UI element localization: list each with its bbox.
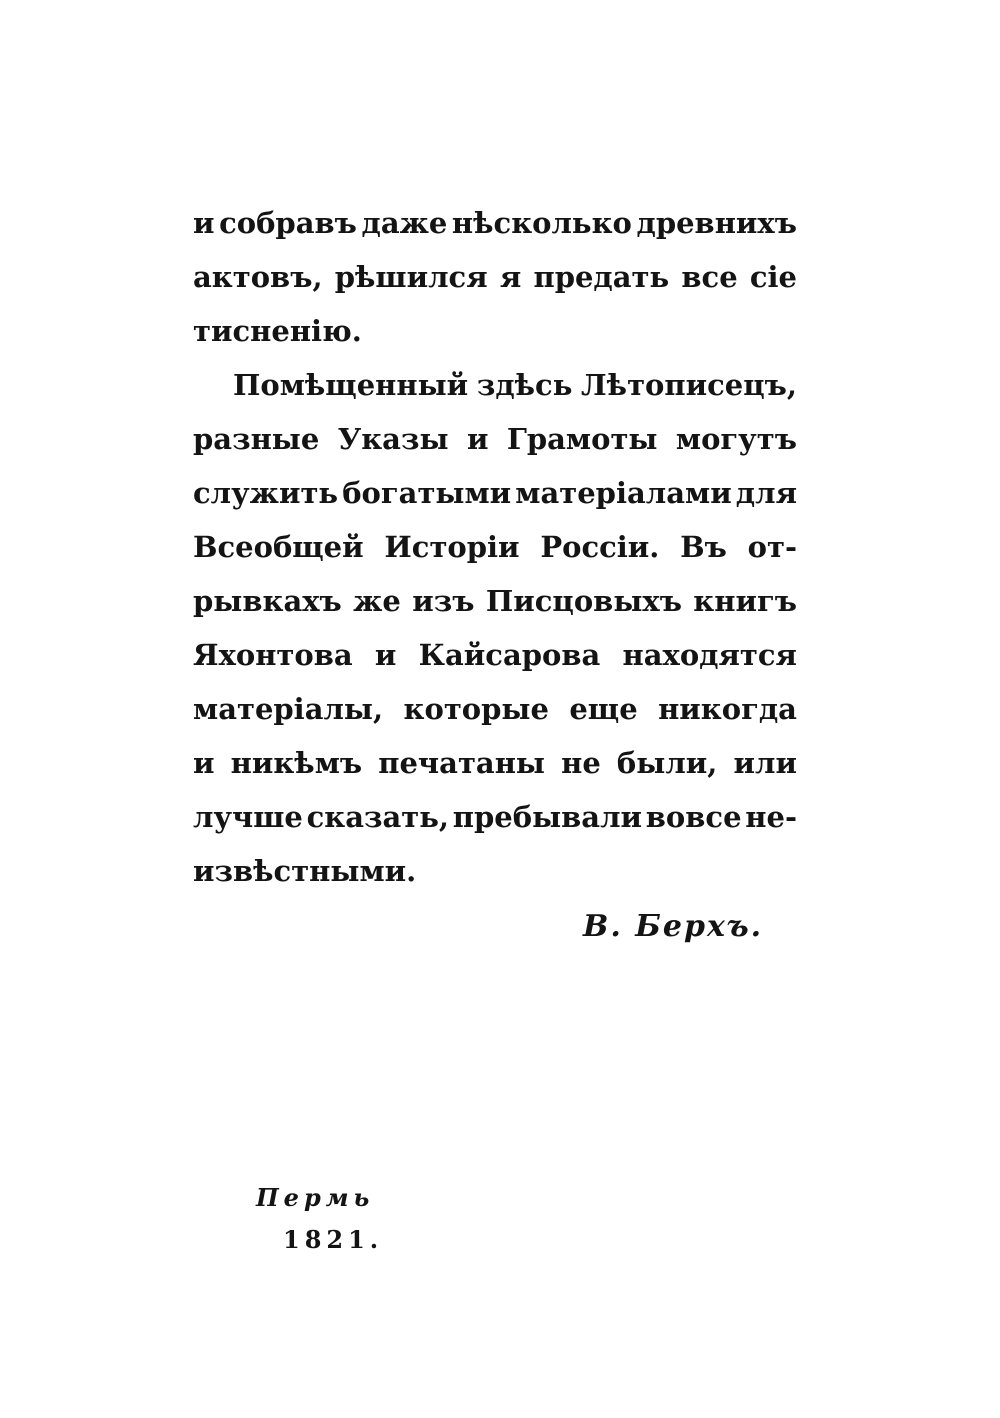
word: нѣсколько (451, 206, 632, 240)
word: рывкахъ (193, 584, 342, 618)
word: Россіи. (540, 530, 660, 564)
word: Указы (337, 422, 449, 456)
text-line (193, 250, 797, 304)
word: Всеобщей (193, 530, 364, 564)
word: здѣсь (476, 368, 573, 402)
text-line (193, 574, 797, 628)
word: матеріалами (515, 476, 732, 510)
word: извѣстными. (193, 854, 417, 888)
word: не- (745, 800, 797, 834)
text-line (193, 628, 797, 682)
imprint-year: 1821. (283, 1225, 384, 1254)
text-line (193, 196, 797, 250)
word: и (466, 422, 489, 456)
word: все (681, 260, 738, 294)
word: никѣмъ (230, 746, 363, 780)
word: находятся (622, 638, 797, 672)
word: тисненію. (193, 314, 362, 348)
word: или (733, 746, 797, 780)
word: лучше (193, 800, 303, 834)
word: матеріалы, (193, 692, 384, 726)
word: пребывали (452, 800, 643, 834)
author-signature: В. Берхъ. (583, 909, 764, 944)
word: Кайсарова (418, 638, 601, 672)
word: Яхонтова (193, 638, 353, 672)
word: никогда (658, 692, 797, 726)
word: рѣшился (334, 260, 488, 294)
text-line (193, 358, 797, 412)
word: и (193, 206, 215, 240)
text-line (193, 412, 797, 466)
word: могутъ (675, 422, 797, 456)
word: Писцовыхъ (485, 584, 682, 618)
word: печатаны (378, 746, 545, 780)
word: Грамоты (506, 422, 658, 456)
word: Лѣтописецъ, (581, 368, 797, 402)
word: изъ (412, 584, 475, 618)
word: актовъ, (193, 260, 323, 294)
text-line (193, 790, 797, 844)
body-text (193, 196, 797, 898)
word: сказать, (306, 800, 450, 834)
word: предать (533, 260, 670, 294)
word: еще (569, 692, 638, 726)
text-line (193, 844, 797, 898)
text-line (193, 736, 797, 790)
word: сіе (749, 260, 797, 294)
word: древнихъ (636, 206, 797, 240)
text-line (193, 682, 797, 736)
word: книгъ (693, 584, 797, 618)
word: были, (616, 746, 718, 780)
word: богатыми (342, 476, 512, 510)
word: не (561, 746, 601, 780)
word: и (374, 638, 397, 672)
word: для (735, 476, 797, 510)
word: собравъ (219, 206, 357, 240)
word: служить (193, 476, 339, 510)
word: разные (193, 422, 320, 456)
word: и (193, 746, 215, 780)
imprint-place: Пермь (256, 1183, 375, 1212)
text-line (193, 304, 797, 358)
word: же (353, 584, 401, 618)
word: Въ (680, 530, 727, 564)
word: вовсе (645, 800, 742, 834)
word: я (499, 260, 522, 294)
word: Помѣщенный (233, 368, 469, 402)
text-line (193, 466, 797, 520)
word: Исторіи (384, 530, 520, 564)
word: от- (747, 530, 797, 564)
word: даже (361, 206, 448, 240)
text-line (193, 520, 797, 574)
word: которые (403, 692, 549, 726)
